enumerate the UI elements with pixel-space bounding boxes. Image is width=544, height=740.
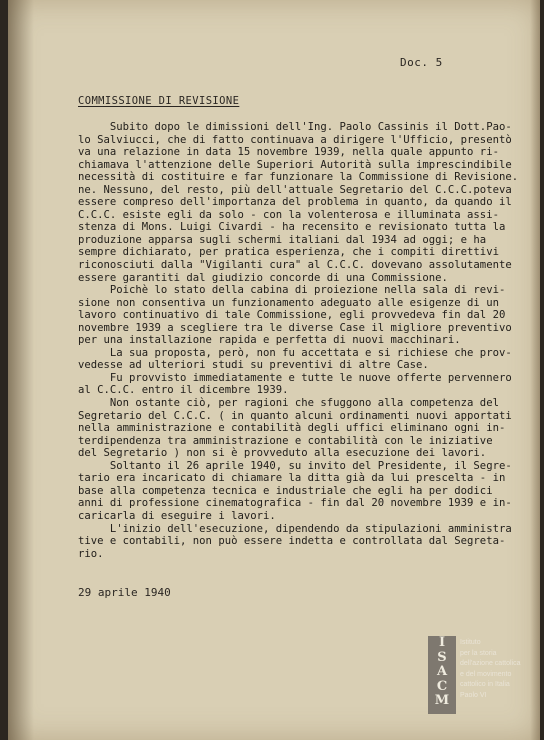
text-line: ne. Nessuno, del resto, più dell'attuale Segretario del C.C.C.poteva (78, 183, 512, 196)
text-line: base alla competenza tecnica e industriale che egli ha per dodici (78, 484, 493, 497)
stamp-line: dell'azione cattolica (460, 660, 521, 667)
text-line: necessità di costituire e far funzionare la Commissione di Revisione. (78, 171, 519, 184)
paragraph (78, 284, 512, 347)
text-line: Non ostante ciò, per ragioni che sfuggono alla competenza del (78, 397, 499, 410)
paragraph (78, 121, 519, 284)
text-line: anni di professione cinematografica - fin dal 20 novembre 1939 e in- (78, 497, 512, 510)
text-line: Poichè lo stato della cabina di proiezione nella sala di revi- (78, 284, 506, 297)
document-heading: COMMISSIONE DI REVISIONE (78, 95, 240, 107)
text-line: vedesse ad ulteriori studi su preventivi di altre Case. (78, 359, 429, 372)
document-number: Doc. 5 (400, 56, 443, 69)
text-line: va una relazione in data 15 novembre 1939, nella quale appunto ri- (78, 146, 499, 159)
text-line: rio. (78, 547, 104, 560)
paragraph (78, 346, 512, 372)
logo-letter: S (437, 649, 447, 665)
text-line: produzione apparsa sugli schermi italiani dal 1934 ad oggi; e ha (78, 233, 487, 246)
document-body (78, 121, 519, 560)
text-line: nella amministrazione e contabilità degli uffici eliminano ogni in- (78, 422, 506, 435)
document-date: 29 aprile 1940 (78, 586, 171, 599)
paragraph (78, 371, 512, 397)
archive-stamp (428, 635, 521, 714)
text-line: novembre 1939 a scegliere tra le diverse Case il migliore preventivo (78, 321, 512, 334)
stamp-line: e del movimento (460, 670, 512, 678)
logo-letter: M (434, 693, 450, 708)
text-line: lavoro continuativo di tale Commissione, egli provvedeva fin dal 20 (78, 309, 506, 322)
text-line: essere compreso dell'importanza del problema in quanto, da quando il (78, 196, 512, 209)
text-line: riconosciuti dalla "Vigilanti cura" al C.C.C. dovevano assolutamente (78, 259, 512, 272)
text-line: L'inizio dell'esecuzione, dipendendo da stipulazioni amministra (78, 522, 512, 535)
text-line: Subito dopo le dimissioni dell'Ing. Paolo Cassinis il Dott.Pao- (78, 121, 512, 133)
text-line: al C.C.C. entro il dicembre 1939. (78, 384, 289, 397)
text-line: tario era incaricato di chiamare la ditta già da lui prescelta - in (78, 472, 506, 485)
text-line: chiamava l'attenzione delle Superiori Autorità sulla imprescindibile (78, 158, 512, 171)
text-line: tive e contabili, non può essere indetta e controllata dal Segreta- (78, 535, 506, 548)
text-line: C.C.C. esiste egli da solo - con la volenterosa e illuminata assi- (78, 208, 499, 221)
text-line: essere garantiti dal giudizio concorde di una Commissione. (78, 271, 448, 284)
text-line: La sua proposta, però, non fu accettata e si richiese che prov- (78, 346, 512, 359)
logo-letter: C (436, 678, 448, 694)
stamp-line: Istituto (460, 639, 481, 646)
paragraph (78, 459, 512, 523)
text-line: lo Salviucci, che di fatto continuava a dirigere l'Ufficio, presentò (78, 133, 512, 146)
text-line: Fu provvisto immediatamente e tutte le nuove offerte pervennero (78, 371, 512, 384)
text-line: per una installazione rapida e perfetta di nuovi macchinari. (78, 334, 461, 347)
text-line: Segretario del C.C.C. ( in quanto alcuni ordinamenti nuovi apportati (78, 409, 512, 422)
text-line: stenza di Mons. Luigi Civardi - ha recensito e revisionato tutta la (78, 221, 506, 234)
stamp-line: per la storia (460, 649, 497, 657)
archive-logo-letters (428, 636, 456, 714)
document-page (8, 0, 540, 740)
stamp-line: cattolico in Italia (460, 681, 510, 688)
text-line: terdipendenza tra amministrazione e contabilità con le iniziative (78, 434, 493, 447)
text-line: sempre dichiarato, per pratica esperienza, che i compiti direttivi (78, 246, 499, 259)
text-line: caricarla di eseguire i lavori. (78, 509, 276, 522)
text-line: Soltanto il 26 aprile 1940, su invito del Presidente, il Segre- (78, 459, 512, 472)
logo-letter: A (436, 664, 448, 679)
paragraph (78, 522, 512, 561)
text-line: del Segretario ) non si è provveduto alla esecuzione dei lavori. (78, 447, 487, 460)
text-line: sione non consentiva un funzionamento adeguato alle esigenze di un (78, 296, 499, 309)
paragraph (78, 397, 512, 460)
archive-stamp-text (460, 638, 521, 701)
logo-letter: I (438, 635, 446, 650)
stamp-line: Paolo VI (460, 691, 487, 699)
